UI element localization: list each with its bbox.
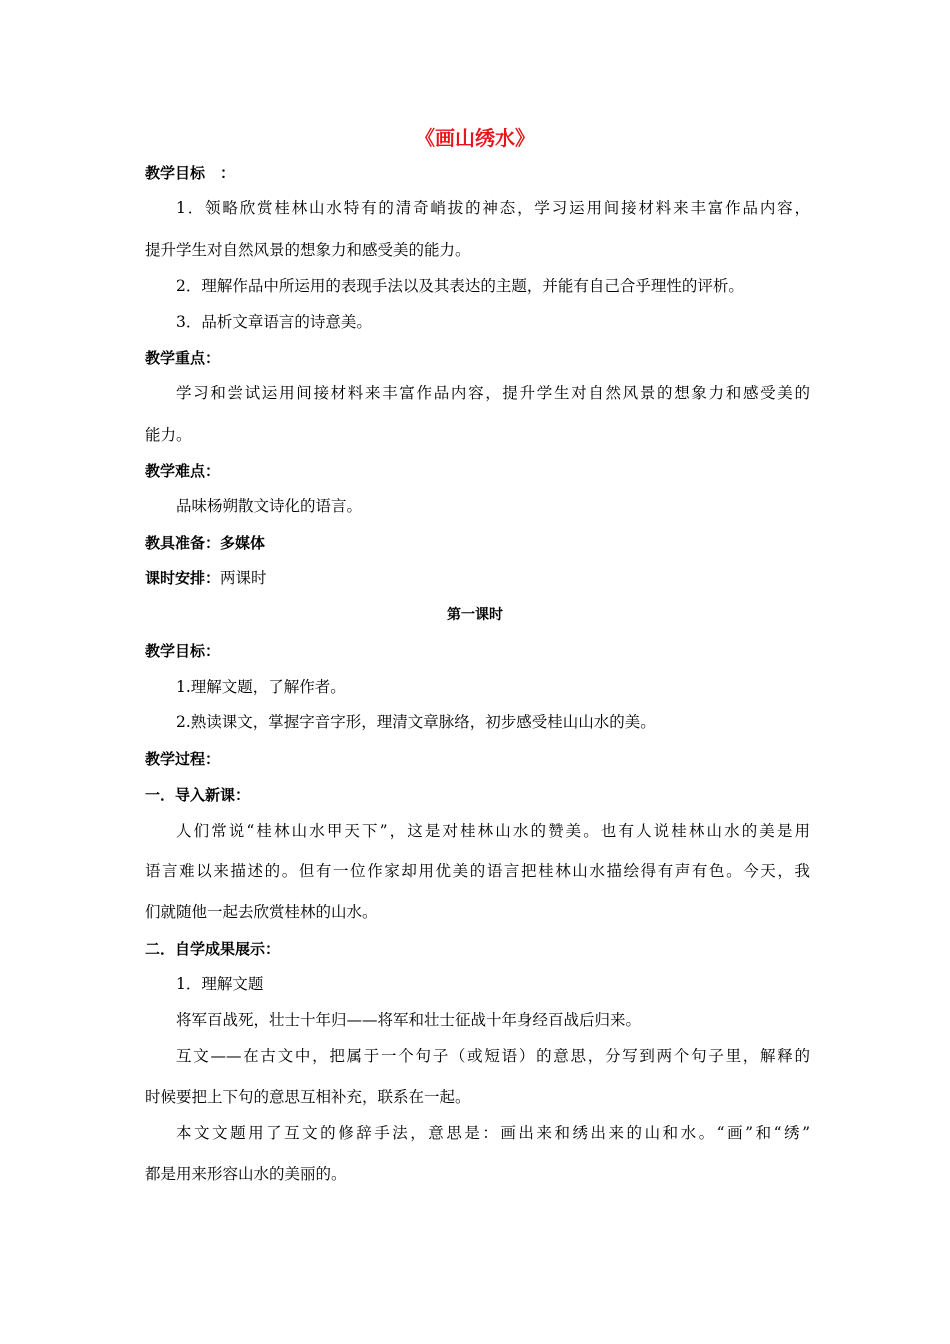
intro-line-3: 们就随他一起去欣赏桂林的山水。 bbox=[145, 903, 378, 921]
key-points-heading: 教学重点： bbox=[145, 349, 221, 367]
lesson-1-goal-1: 1.理解文题，了解作者。 bbox=[176, 678, 346, 696]
goal-2: 2．理解作品中所运用的表现手法以及其表达的主题，并能有自己合乎理性的评析。 bbox=[176, 277, 744, 295]
difficulty-text: 品味杨朔散文诗化的语言。 bbox=[176, 497, 363, 515]
section-1-heading: 一．导入新课： bbox=[145, 786, 251, 804]
goals-heading: 教学目标 ： bbox=[145, 164, 236, 182]
title-explanation-line-2: 都是用来形容山水的美丽的。 bbox=[145, 1165, 347, 1183]
key-points-line-1: 学习和尝试运用间接材料来丰富作品内容，提升学生对自然风景的想象力和感受美的 bbox=[176, 384, 810, 402]
goal-1-line-2: 提升学生对自然风景的想象力和感受美的能力。 bbox=[145, 241, 471, 259]
section-2-heading: 二．自学成果展示： bbox=[145, 940, 281, 958]
huwen-line-1: 互文——在古文中，把属于一个句子（或短语）的意思，分写到两个句子里，解释的 bbox=[176, 1047, 810, 1065]
lesson-1-goal-2: 2.熟读课文，掌握字音字形，理清文章脉络，初步感受桂山山水的美。 bbox=[176, 713, 656, 731]
key-points-line-2: 能力。 bbox=[145, 426, 192, 444]
goal-3: 3．品析文章语言的诗意美。 bbox=[176, 313, 372, 331]
difficulty-heading: 教学难点： bbox=[145, 462, 221, 480]
document-title: 《画山绣水》 bbox=[415, 126, 535, 150]
schedule-label: 课时安排： bbox=[145, 569, 221, 587]
schedule-line bbox=[145, 567, 810, 589]
huwen-line-2: 时候要把上下句的意思互相补充，联系在一起。 bbox=[145, 1088, 471, 1106]
goal-1-line-1: 1．领略欣赏桂林山水特有的清奇峭拔的神态，学习运用间接材料来丰富作品内容， bbox=[176, 199, 810, 217]
lesson-1-goals-heading: 教学目标： bbox=[145, 642, 221, 660]
poem-line: 将军百战死，壮士十年归——将军和壮士征战十年身经百战后归来。 bbox=[176, 1011, 642, 1029]
item-1-label: 1．理解文题 bbox=[176, 975, 264, 993]
schedule-value: 两课时 bbox=[220, 569, 267, 587]
intro-line-1: 人们常说“桂林山水甲天下”，这是对桂林山水的赞美。也有人说桂林山水的美是用 bbox=[176, 822, 810, 840]
process-heading: 教学过程： bbox=[145, 750, 221, 768]
teaching-tools: 教具准备：多媒体 bbox=[145, 534, 266, 552]
intro-line-2: 语言难以来描述的。但有一位作家却用优美的语言把桂林山水描绘得有声有色。今天，我 bbox=[145, 862, 810, 880]
title-explanation-line-1: 本文文题用了互文的修辞手法，意思是：画出来和绣出来的山和水。“画”和“绣” bbox=[176, 1124, 810, 1142]
lesson-1-heading: 第一课时 bbox=[447, 607, 503, 623]
